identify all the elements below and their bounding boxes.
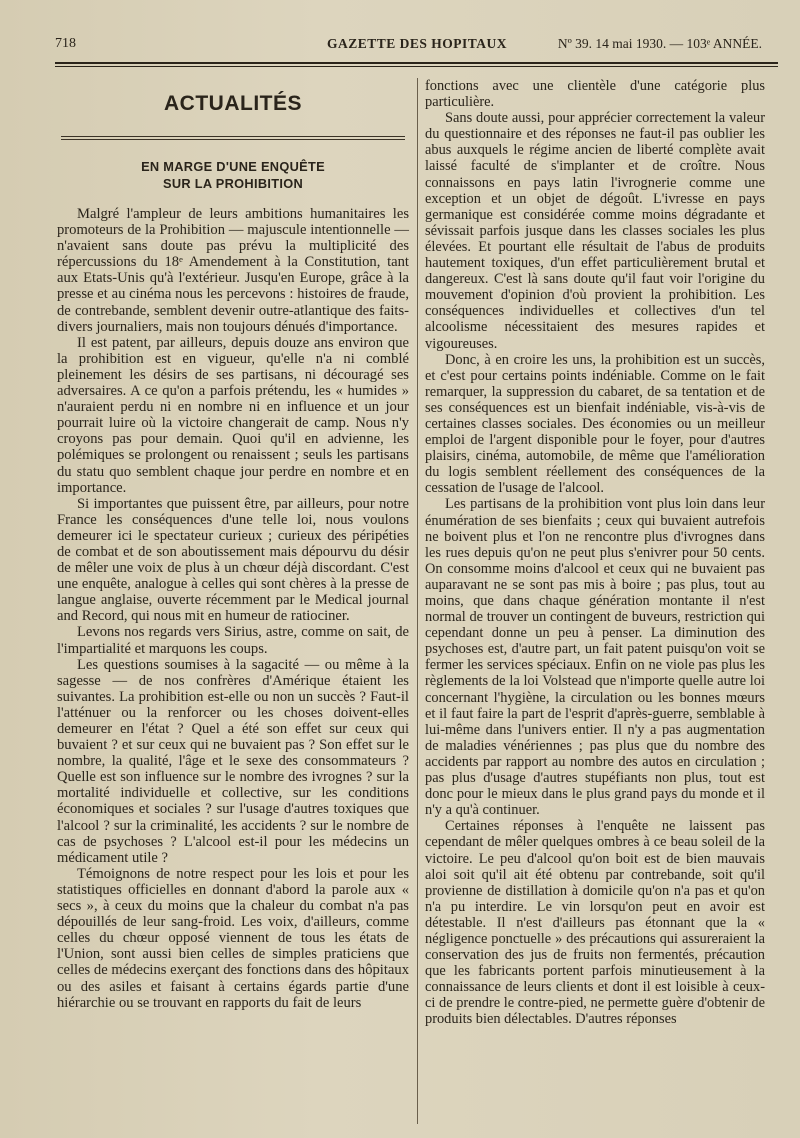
column-divider — [417, 78, 418, 1124]
page-number: 718 — [55, 36, 76, 51]
article-title-line1: EN MARGE D'UNE ENQUÊTE — [141, 159, 325, 174]
paragraph-continued: fonctions avec une clientèle d'une catégorie plus particulière. — [425, 78, 765, 111]
paragraph: Témoignons de notre respect pour les lois et pour les statistiques officielles en donnant d'abord la parole aux « secs », à ceux du moins que la chaleur du combat n'a pas dépouillés de leur sang-froid. Les voix, d'ailleurs, comme celles du chœur opposé viennent de tous les états de l'Union, sont aussi bien celles de simples praticiens que celles de médecins exerçant des fonctions dans des hôpitaux ou des asiles et faisant à certains égards partie d'une hiérarchie ou se trouvant en rapports du fait de leurs — [57, 865, 409, 1011]
paragraph: Il est patent, par ailleurs, depuis douze ans environ que la prohibition est en vigueur, qu'elle n'a ni comblé pleinement les désirs de ses partisans, ni découragé ses adversaires. A ce qu'on a parfois prétendu, les « humides » n'auraient perdu ni en nombre ni en influence et un jour pourrait luire où la victoire changerait de camp. Nous n'y croyons pas pour demain. Quoi qu'il en advienne, les polémiques se prolongent ou renaissent ; seuls les partisans du statu quo semblent chaque jour perdre en nombre et en importance. — [57, 334, 409, 496]
paragraph: Donc, à en croire les uns, la prohibition est un succès, et c'est pour certains points indéniable. Comme on le fait remarquer, la suppression du cabaret, de sa tentation et de ses conséquences est un bienfait indéniable, vis-à-vis de certaines classes sociales. Des économies ou un meilleur emploi de l'argent disponible pour le foyer, pour d'autres plaisirs, cinéma, automobile, de même que l'amélioration du logis semblent réellement des conséquences de la cessation de l'usage de l'alcool. — [425, 351, 765, 497]
section-rule — [61, 136, 405, 137]
running-head — [55, 36, 770, 58]
header-rule-thin — [55, 66, 778, 67]
left-column — [57, 78, 409, 1011]
paragraph: Sans doute aussi, pour apprécier correctement la valeur du questionnaire et des réponses ne faut-il pas oublier les abus auxquels le régime ancien de liberté complète avait laissé faculté de s'implanter et de croître. Nous connaissons en pays latin l'ivrognerie comme une exception et un objet de dégoût. L'ivresse en pays germanique est considérée comme moins dégradante et sévissait parfois jusque dans les classes sociales les plus élevées. Et pourtant elle résultait de l'abus de produits hautement toxiques, d'un effet particulièrement brutal et dangereux. C'est là sans doute qu'il faut voir l'origine du mouvement d'opinion d'où provient la prohibition. Les conséquences individuelles et collectives d'un tel alcoolisme nécessitaient des mesures rapides et vigoureuses. — [425, 110, 765, 352]
section-title: ACTUALITÉS — [164, 92, 302, 115]
paragraph: Les questions soumises à la sagacité — ou même à la sagesse — de nos confrères d'Amérique étaient les suivantes. La prohibition est-elle ou non un succès ? Faut-il l'atténuer ou la renforcer ou les choses doivent-elles demeurer en l'état ? Quel a été son effet sur ceux qui buvaient ? et sur ceux qui ne buvaient pas ? Son effet sur le nombre, la qualité, l'âge et le sexe des consommateurs ? Quelle est son influence sur le nombre des ivrognes ? sur la mortalité individuelle et collective, sur les conditions économiques et sociales ? sur l'usage d'autres toxiques que l'alcool ? sur la criminalité, les accidents ? sur le nombre de cas de psychoses ? L'alcool est-il pour les médecins un médicament utile ? — [57, 656, 409, 866]
article-title-line2: SUR LA PROHIBITION — [162, 176, 303, 191]
section-rule-thin — [61, 139, 405, 140]
article-title — [57, 158, 409, 192]
journal-title: GAZETTE DES HOPITAUX — [327, 36, 508, 51]
right-column — [425, 78, 765, 1028]
paragraph: Les partisans de la prohibition vont plus loin dans leur énumération de ses bienfaits ; ceux qui buvaient autrefois ne boivent plus et l'on ne rencontre plus d'ivrognes dans les rues depuis qu'on ne peut plus s'enivrer pour 50 cents. On consomme moins d'alcool et ceux qui ne buvaient pas auparavant ne se sont pas mis à boire ; pas plus, tout au moins, que dans chaque génération montante il n'est normal de trouver un contingent de buveurs, restriction qui cependant donne un peu à penser. La diminution des psychoses est, d'autre part, un fait patent puisqu'on voit se fermer les services spéciaux. Enfin on ne viole pas plus les règlements de la loi Volstead que n'importe quelle autre loi concernant l'hygiène, la circulation ou les bonnes mœurs et il faut faire la part de l'esprit d'après-guerre, semblable à lui-même dans l'univers entier. Il n'y a pas augmentation de maladies vénériennes ; pas plus que du nombre des accidents par rapport au nombre des autos en circulation ; pas plus d'usage d'autres stupéfiants non plus, tout est donc pour le mieux dans le plus grand pays du monde et il n'y a qu'à continuer. — [425, 496, 765, 819]
paragraph: Malgré l'ampleur de leurs ambitions humanitaires les promoteurs de la Prohibition — majuscule intentionnelle — n'avaient sans doute pas prévu la multiplicité des répercussions du 18ᵉ Amendement à la Constitution, tant aux Etats-Unis qu'à l'extérieur. Jusqu'en Europe, grâce à la presse et au cinéma nous les percevons : histoires de fraude, de contrebande, semblent devenir outre-atlantique des faits-divers journaliers, mais non toujours dénués d'importance. — [57, 206, 409, 335]
paragraph: Certaines réponses à l'enquête ne laissent pas cependant de mêler quelques ombres à ce beau soleil de la victoire. Le peu d'alcool qu'on boit est de bien mauvais aloi soit qu'il ait été obtenu par contrebande, soit qu'il provienne de distillation à domicile qu'on n'a pas et qu'on n'a pu interdire. Le vin lorsqu'on peut en avoir est détestable. Il n'est d'ailleurs pas étonnant que la « négligence ponctuelle » des précautions qui assureraient la conservation des jus de fruits non fermentés, précaution que les fabricants portent parfois minutieusement à la connaissance de leurs clients et dont il est loisible à ceux-ci de prendre le contre-pied, ne permette guère d'obtenir de produits bien délectables. D'autres réponses — [425, 818, 765, 1028]
header-rule — [55, 62, 778, 64]
paragraph: Levons nos regards vers Sirius, astre, comme on sait, de l'impartialité et marquons les coups. — [57, 624, 409, 657]
paragraph: Si importantes que puissent être, par ailleurs, pour notre France les conséquences d'une telle loi, nous voulons demeurer ici le spectateur curieux ; curieux des péripéties de combat et de son aboutissement mais dépourvu du désir de mêler une voix de plus à un chœur déjà discordant. C'est une enquête, analogue à celles qui sont chères à la presse de langue anglaise, ouverte récemment par le Medical journal and Record, qui nous mit en humeur de ratiociner. — [57, 495, 409, 625]
issue-info: Nº 39. 14 mai 1930. — 103ᵉ ANNÉE. — [557, 36, 762, 51]
